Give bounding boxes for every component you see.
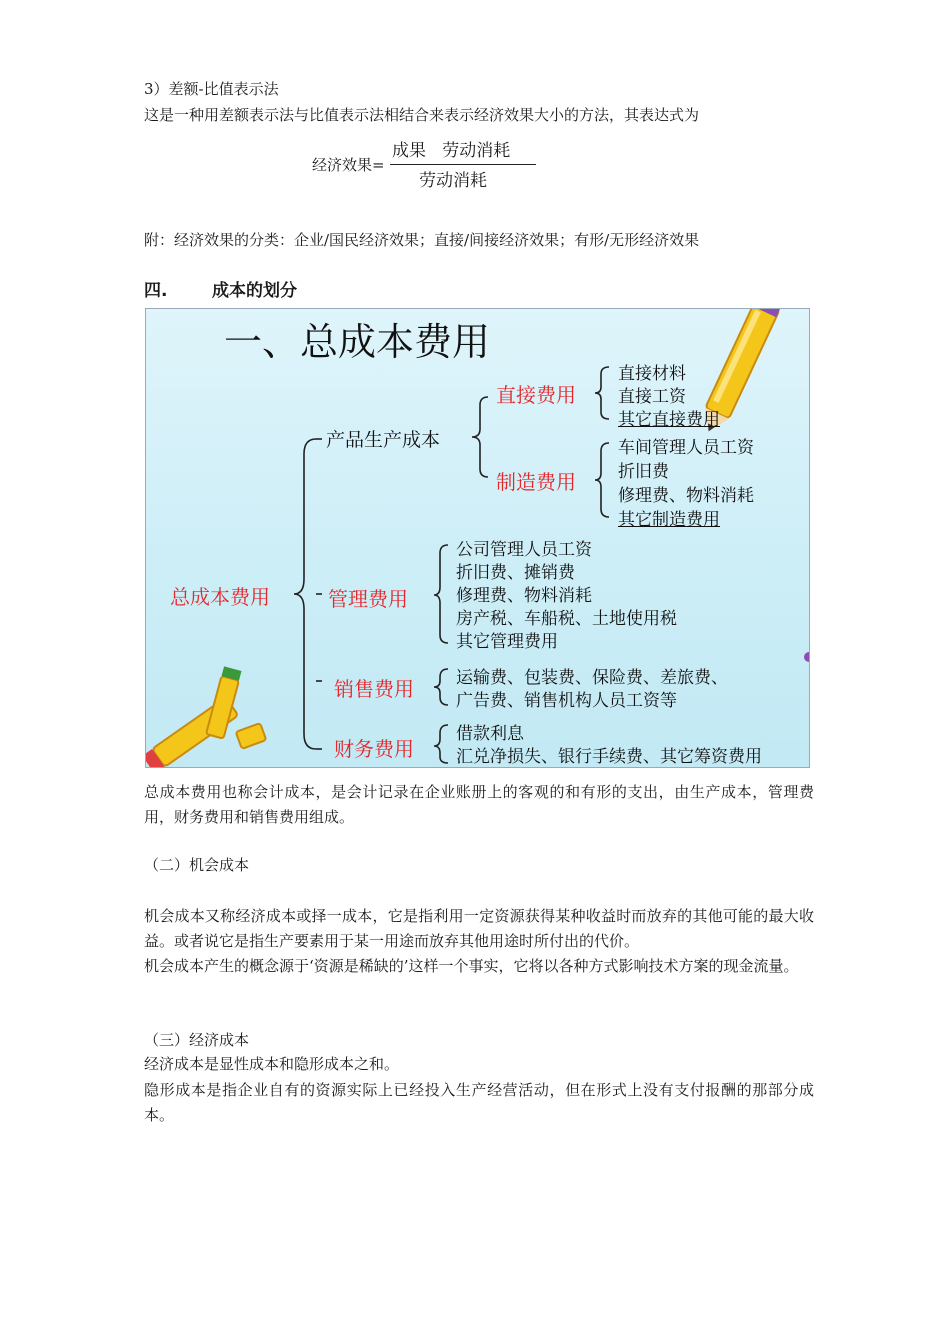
- formula: [312, 136, 552, 192]
- economic-cost-heading: （三）经济成本: [144, 1031, 250, 1049]
- admin-item-4: 房产税、车船税、土地使用税: [456, 609, 677, 629]
- manufacturing-item-2: 折旧费: [618, 462, 669, 482]
- pencil-decoration-icon: [206, 666, 242, 738]
- admin-item-3: 修理费、物料消耗: [456, 586, 592, 606]
- admin-item-2: 折旧费、摊销费: [456, 563, 575, 583]
- direct-cost-node: 直接费用: [496, 383, 576, 407]
- economic-cost-paragraph-2: 隐形成本是指企业自有的资源实际上已经投入生产经营活动，但在形式上没有支付报酬的那部分成本。: [144, 1081, 814, 1124]
- figure-title: 一、总成本费用: [224, 320, 491, 364]
- decoration-dot: [804, 652, 809, 662]
- total-cost-paragraph: 总成本费用也称会计成本，是会计记录在企业账册上的客观的和有形的支出，由生产成本，管理费用，财务费用和销售费用组成。: [144, 783, 814, 826]
- formula-denominator: 劳动消耗: [419, 171, 487, 191]
- direct-item-1: 直接材料: [618, 364, 686, 384]
- manufacturing-cost-node: 制造费用: [496, 470, 576, 494]
- section-3-intro: 这是一种用差额表示法与比值表示法相结合来表示经济效果大小的方法，其表达式为: [144, 106, 700, 124]
- manufacturing-item-3: 修理费、物料消耗: [618, 486, 754, 506]
- opportunity-cost-paragraph-1: 机会成本又称经济成本或择一成本，它是指利用一定资源获得某种收益时而放弃的其他可能的最大收益。或者说它是指生产要素用于某一用途而放弃其他用途时所付出的代价。: [144, 907, 814, 950]
- admin-item-1: 公司管理人员工资: [456, 540, 592, 560]
- root-total-cost: 总成本费用: [170, 585, 270, 609]
- section-4-title: 成本的划分: [212, 281, 297, 301]
- fraction-bar: [390, 164, 536, 165]
- finance-cost-node: 财务费用: [334, 737, 414, 761]
- section-4-heading: [144, 276, 297, 301]
- pencil-piece-icon: [236, 723, 267, 749]
- manufacturing-item-4: 其它制造费用: [618, 510, 720, 530]
- manufacturing-item-1: 车间管理人员工资: [618, 438, 754, 458]
- opportunity-cost-heading: （二）机会成本: [144, 856, 250, 874]
- direct-item-3: 其它直接费用: [618, 410, 720, 430]
- finance-item-2: 汇兑净损失、银行手续费、其它筹资费用: [456, 747, 762, 767]
- section-4-number: 四.: [144, 281, 168, 301]
- economic-cost-paragraph-1: 经济成本是显性成本和隐形成本之和。: [144, 1055, 400, 1073]
- admin-cost-node: 管理费用: [328, 587, 408, 611]
- formula-lhs: 经济效果=: [312, 156, 385, 174]
- opportunity-cost-paragraph-2: 机会成本产生的概念源于‘资源是稀缺的’这样一个事实，它将以各种方式影响技术方案的现金流量。: [144, 957, 799, 975]
- finance-item-1: 借款利息: [456, 724, 524, 744]
- formula-numerator: 成果 劳动消耗: [392, 141, 511, 161]
- sales-item-1: 运输费、包装费、保险费、差旅费、: [456, 668, 728, 688]
- appendix-note: 附：经济效果的分类：企业/国民经济效果；直接/间接经济效果；有形/无形经济效果: [144, 231, 700, 249]
- product-cost-node: 产品生产成本: [326, 429, 441, 451]
- sales-item-2: 广告费、销售机构人员工资等: [456, 691, 677, 711]
- sales-cost-node: 销售费用: [334, 677, 414, 701]
- section-3-heading: 3）差额-比值表示法: [144, 80, 279, 98]
- admin-item-5: 其它管理费用: [456, 632, 558, 652]
- direct-item-2: 直接工资: [618, 387, 686, 407]
- cost-structure-figure: [145, 308, 810, 768]
